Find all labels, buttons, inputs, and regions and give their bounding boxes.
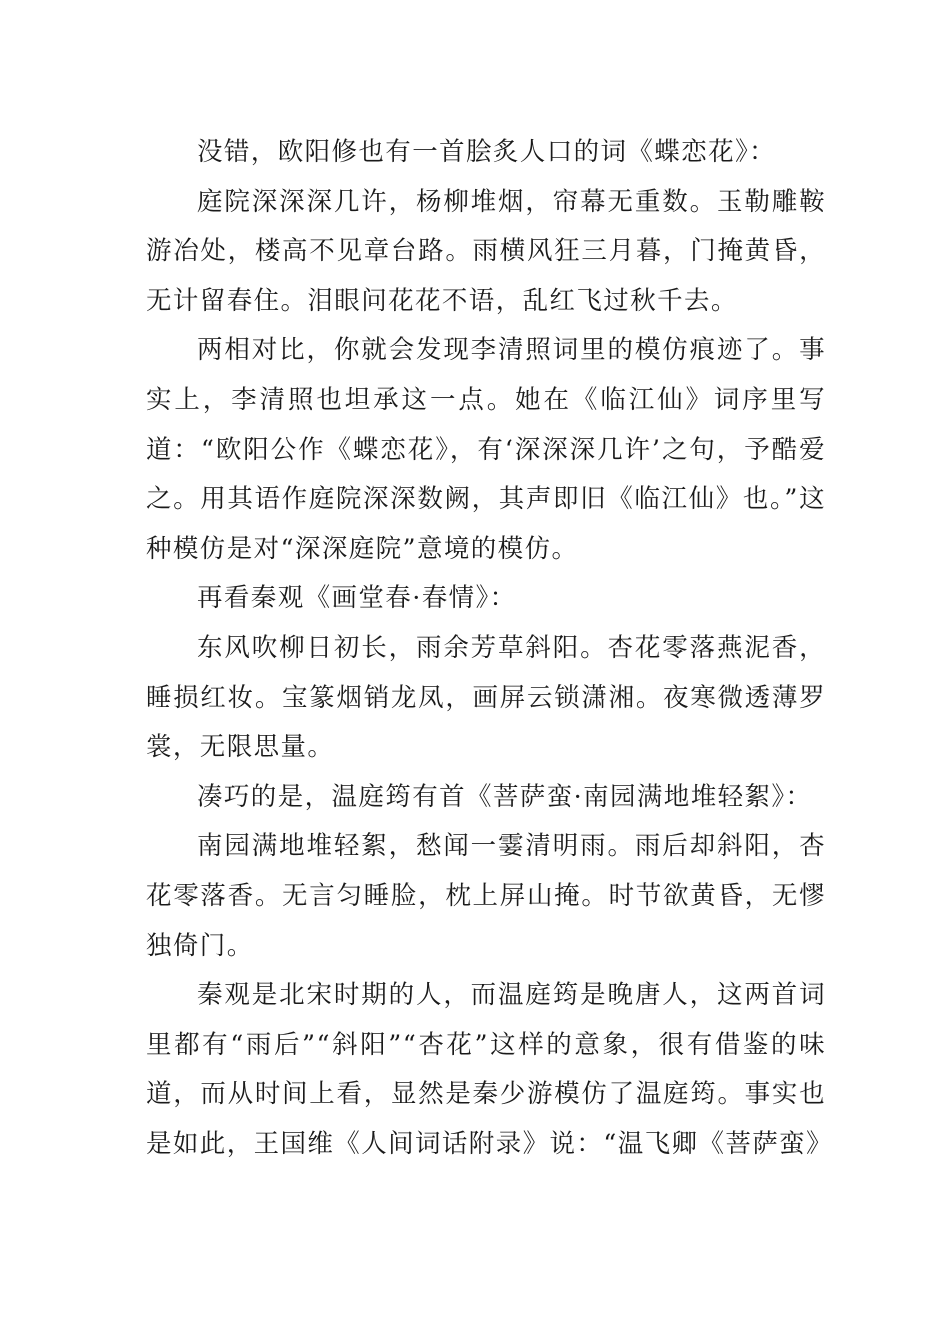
poem-die-lian-hua: 庭院深深深几许，杨柳堆烟，帘幕无重数。玉勒雕鞍游冶处，楼高不见章台路。雨横风狂三月暮，门掩黄昏，无计留春住。泪眼问花花不语，乱红飞过秋千去。 bbox=[146, 186, 826, 316]
body-text bbox=[146, 128, 833, 1169]
paragraph-comparison: 两相对比，你就会发现李清照词里的模仿痕迹了。事实上，李清照也坦承这一点。她在《临江仙》词序里写道：“欧阳公作《蝶恋花》，有‘深深深几许’之句，予酷爱之。用其语作庭院深深数阙，其声即旧《临江仙》也。”这种模仿是对“深深庭院”意境的模仿。 bbox=[146, 335, 826, 564]
paragraph-intro-qinguan: 再看秦观《画堂春·春情》： bbox=[197, 583, 517, 614]
paragraph-intro-wen: 凑巧的是，温庭筠有首《菩萨蛮·南园满地堆轻絮》： bbox=[197, 781, 813, 812]
poem-pu-sa-man: 南园满地堆轻絮，愁闻一霎清明雨。雨后却斜阳，杏花零落香。无言匀睡脸，枕上屏山掩。时节欲黄昏，无憀独倚门。 bbox=[146, 831, 826, 961]
poem-hua-tang-chun: 东风吹柳日初长，雨余芳草斜阳。杏花零落燕泥香，睡损红妆。宝篆烟销龙凤，画屏云锁潇湘。夜寒微透薄罗裳，无限思量。 bbox=[146, 632, 826, 763]
paragraph-analysis: 秦观是北宋时期的人，而温庭筠是晚唐人，这两首词里都有“雨后”“斜阳”“杏花”这样的意象，很有借鉴的味道，而从时间上看，显然是秦少游模仿了温庭筠。事实也是如此，王国维《人间词话附录》说：“温飞卿《菩萨蛮》 bbox=[146, 980, 833, 1159]
paragraph-intro-ouyang: 没错，欧阳修也有一首脍炙人口的词《蝶恋花》： bbox=[197, 137, 777, 167]
